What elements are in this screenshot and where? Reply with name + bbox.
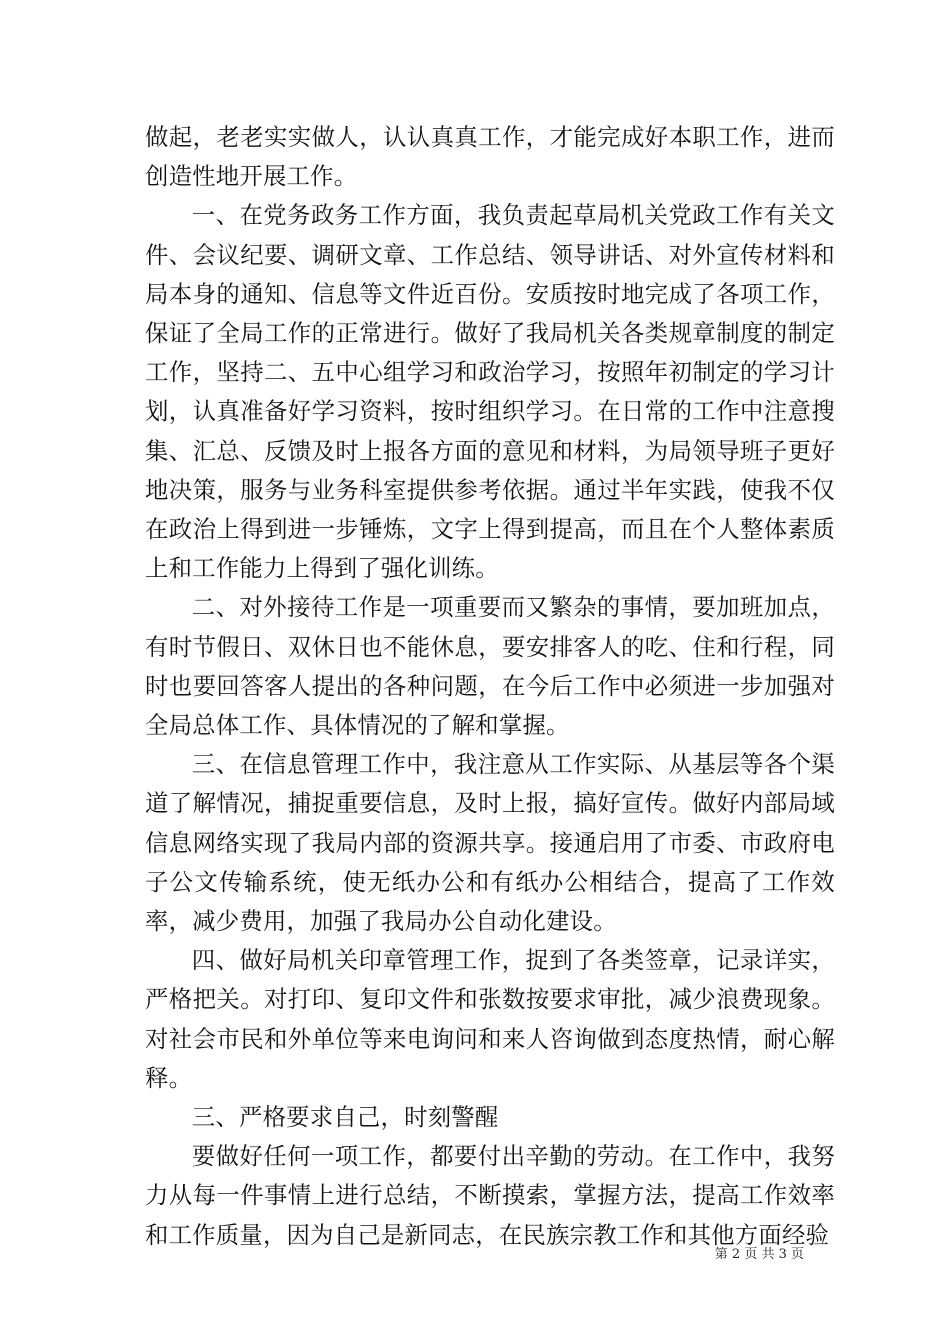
paragraph-information-management: 三、在信息管理工作中，我注意从工作实际、从基层等各个渠道了解情况，捕捉重要信息，及时上报，搞好宣传。做好内部局域信息网络实现了我局内部的资源共享。接通启用了市委、市政府电子公文传输系统，使无纸办公和有纸办公相结合，提高了工作效率，减少费用，加强了我局办公自动化建设。 — [145, 750, 835, 936]
paragraph-party-affairs: 一、在党务政务工作方面，我负责起草局机关党政工作有关文件、会议纪要、调研文章、工作总结、领导讲话、对外宣传材料和局本身的通知、信息等文件近百份。安质按时地完成了各项工作，保证了全局工作的正常进行。做好了我局机关各类规章制度的制定工作，坚持二、五中心组学习和政治学习，按照年初制定的学习计划，认真准备好学习资料，按时组织学习。在日常的工作中注意搜集、汇总、反馈及时上报各方面的意见和材料，为局领导班子更好地决策，服务与业务科室提供参考依据。通过半年实践，使我不仅在政治上得到进一步锤炼，文字上得到提高，而且在个人整体素质上和工作能力上得到了强化训练。 — [145, 201, 835, 583]
paragraph-seal-management: 四、做好局机关印章管理工作，捉到了各类签章，记录详实，严格把关。对打印、复印文件和张数按要求审批，减少浪费现象。对社会市民和外单位等来电询问和来人咨询做到态度热情，耐心解释。 — [145, 946, 835, 1092]
paragraph-continuation: 做起，老老实实做人，认认真真工作，才能完成好本职工作，进而创造性地开展工作。 — [145, 123, 835, 191]
document-body — [145, 118, 835, 1255]
page-number-footer: 第 2 页 共 3 页 — [714, 1247, 804, 1262]
paragraph-reception: 二、对外接待工作是一项重要而又繁杂的事情，要加班加点，有时节假日、双休日也不能休息，要安排客人的吃、住和行程，同时也要回答客人提出的各种问题，在今后工作中必须进一步加强对全局总体工作、具体情况的了解和掌握。 — [145, 593, 835, 740]
paragraph-self-discipline: 要做好任何一项工作，都要付出辛勤的劳动。在工作中，我努力从每一件事情上进行总结，不断摸索，掌握方法，提高工作效率和工作质量，因为自己是新同志，在民族宗教工作和其他方面经验 — [145, 1142, 835, 1249]
section-heading: 三、严格要求自己，时刻警醒 — [191, 1103, 499, 1132]
